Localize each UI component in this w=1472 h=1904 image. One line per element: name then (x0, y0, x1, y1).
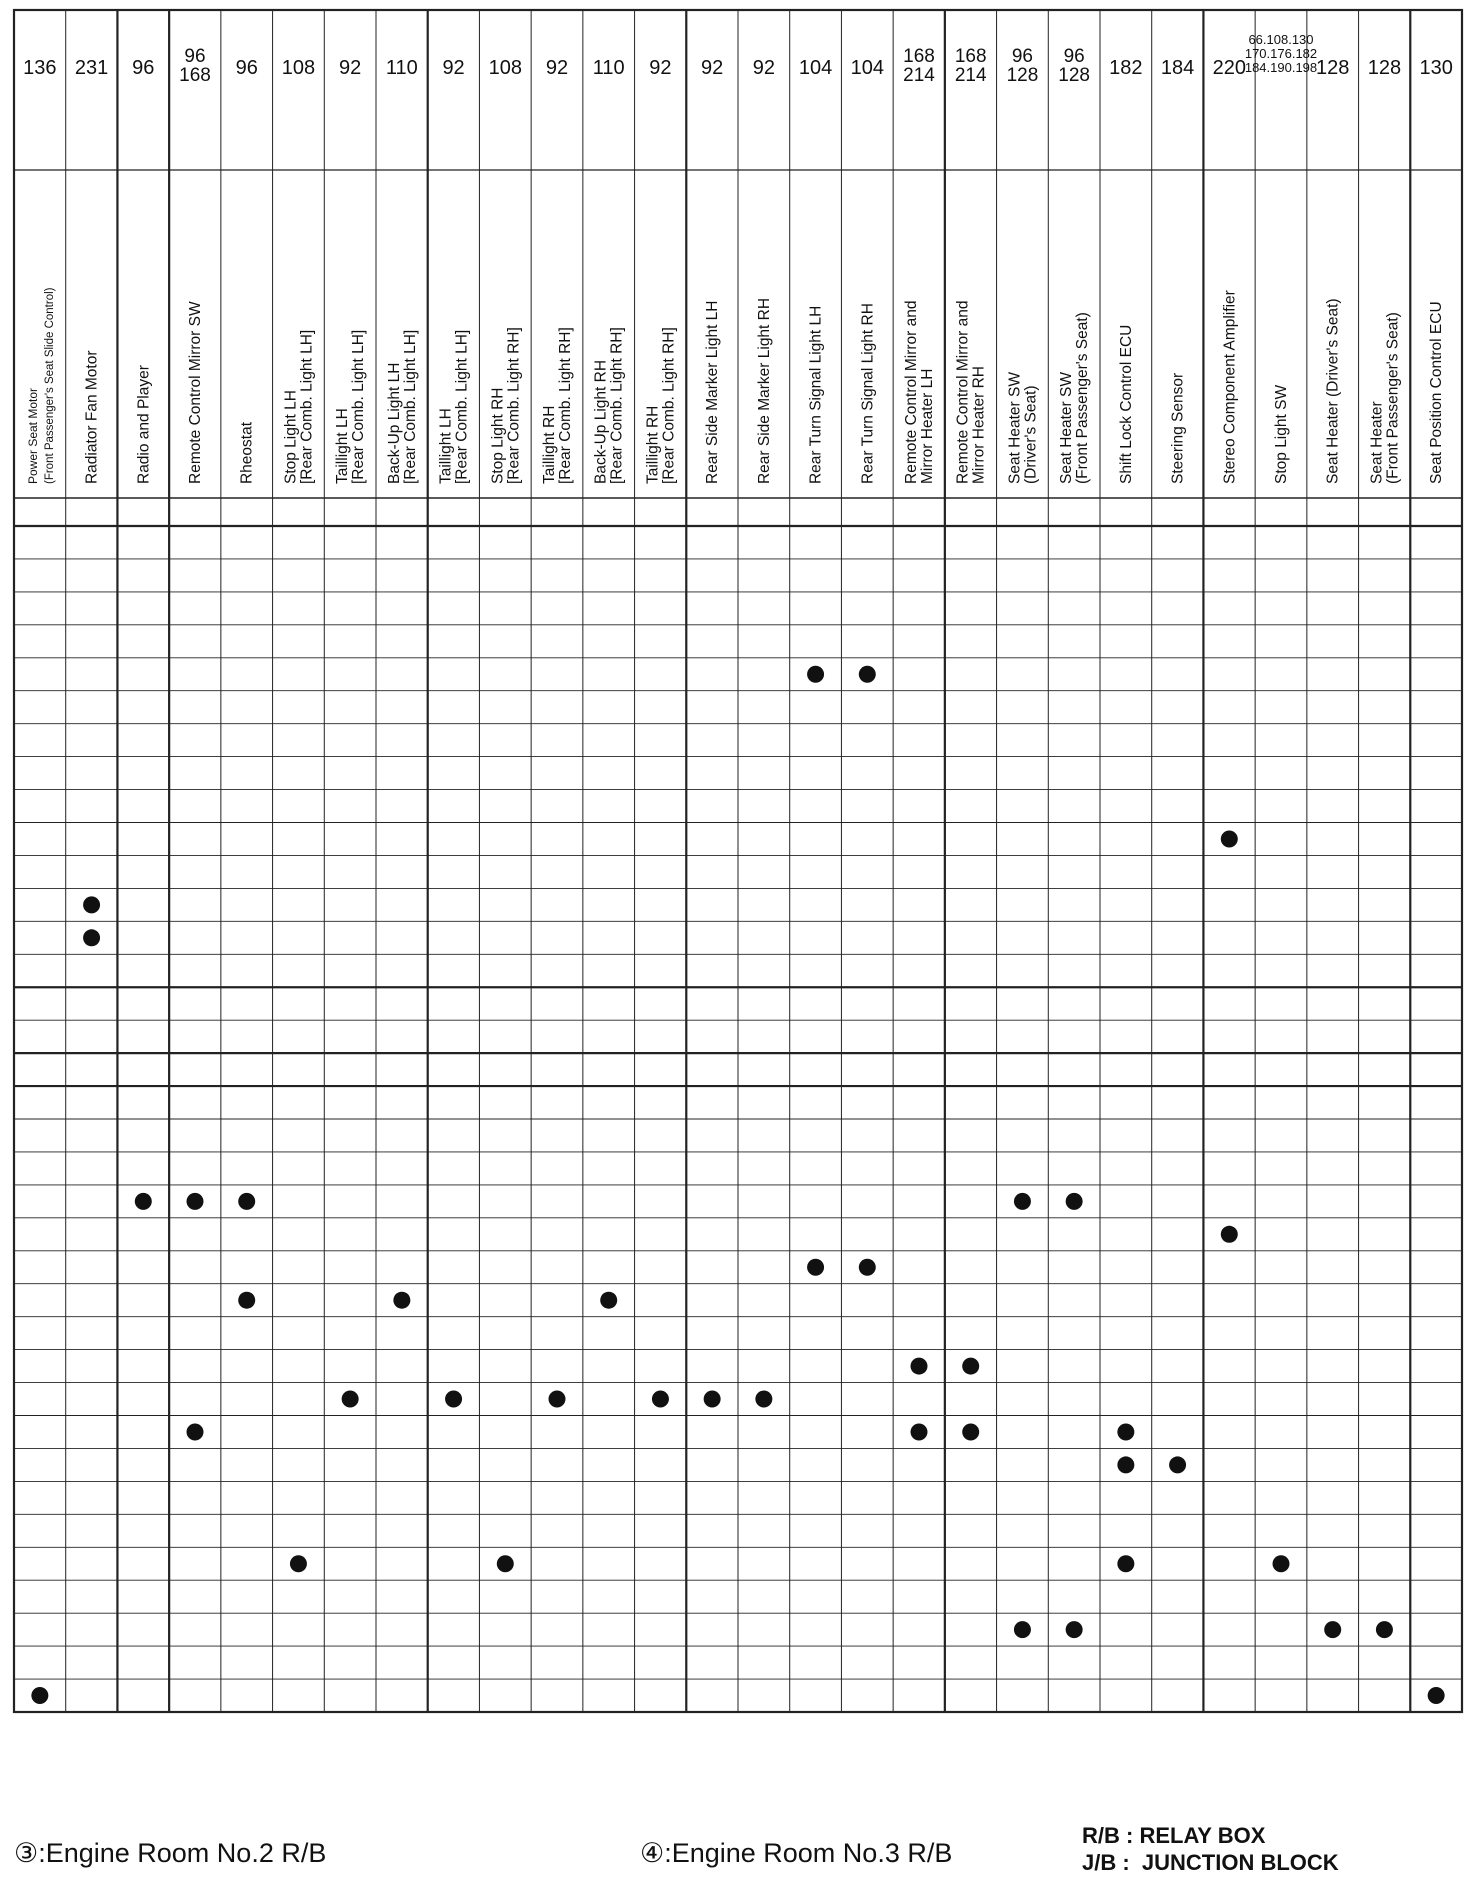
connection-dot (238, 1292, 255, 1309)
column-label: Remote Control Mirror SW (187, 301, 204, 484)
column-header (1058, 46, 1091, 484)
connection-dot (1117, 1555, 1134, 1572)
column-header (593, 57, 626, 484)
connection-dot (962, 1358, 979, 1375)
connection-dot (807, 1259, 824, 1276)
connection-dot (1376, 1621, 1393, 1638)
column-label: Remote Control Mirror and (954, 300, 972, 484)
connection-dot (1221, 1226, 1238, 1243)
column-header (1419, 57, 1452, 484)
page-number: 128 (1367, 57, 1402, 79)
column-label: [Rear Comb. Light RH] (557, 327, 574, 484)
connection-dot (497, 1555, 514, 1572)
page-number: 110 (385, 57, 418, 79)
page-number: 170.176.182 (1244, 46, 1318, 61)
page-number: 168 (954, 46, 987, 67)
column-label: Back-Up Light RH (592, 359, 610, 484)
page-number: 184 (1160, 57, 1195, 79)
page-number: 130 (1419, 57, 1453, 79)
column-label: Stereo Component Amplifier (1221, 290, 1239, 484)
column-header (1245, 32, 1317, 484)
column-label: Rear Turn Signal Light LH (807, 305, 825, 484)
connection-dot (600, 1292, 617, 1309)
column-label: Steering Sensor (1169, 372, 1187, 484)
connection-dot (290, 1555, 307, 1572)
column-label: Remote Control Mirror and (903, 300, 920, 484)
page-number: 182 (1109, 57, 1143, 79)
column-header (851, 57, 884, 484)
column-header (1006, 46, 1039, 484)
column-header (955, 46, 988, 484)
page-number: 92 (545, 57, 569, 79)
column-label: Taillight RH (541, 405, 558, 484)
page-number: 184.190.198 (1244, 60, 1318, 75)
column-header (644, 57, 677, 484)
connection-dot (1117, 1456, 1134, 1473)
column-label: [Rear Comb. Light LH] (350, 329, 368, 484)
footnote-engine-room-no3: ④:Engine Room No.3 R/B (640, 1838, 953, 1868)
abbr-junction-block: J/B : JUNCTION BLOCK (1082, 1850, 1339, 1875)
connection-dot (962, 1423, 979, 1440)
column-header (1368, 57, 1402, 484)
column-label: Seat Heater (Driver's Seat) (1324, 298, 1342, 484)
connection-dot (859, 1259, 876, 1276)
column-label: Radio and Player (135, 365, 153, 484)
column-label: [Rear Comb. Light LH] (401, 329, 419, 484)
page-number: 92 (701, 57, 724, 79)
column-label: Rear Side Marker Light LH (704, 300, 722, 484)
column-header (438, 57, 471, 484)
connection-dot (1324, 1621, 1341, 1638)
page-number: 168 (903, 46, 935, 67)
page-number: 96 (1063, 46, 1085, 67)
column-header (1316, 57, 1349, 484)
connection-dot (859, 666, 876, 683)
column-label: (Front Passenger's Seat Slide Control) (43, 287, 56, 484)
column-header (799, 57, 832, 484)
connection-dot (911, 1358, 928, 1375)
page-number: 214 (903, 65, 935, 86)
connection-dot (1273, 1555, 1290, 1572)
abbreviation-legend (1082, 1822, 1339, 1876)
column-header (75, 57, 108, 484)
column-label: Taillight RH (644, 405, 662, 484)
column-label: (Front Passenger's Seat) (1384, 312, 1402, 484)
column-label: [Rear Comb. Light LH] (453, 329, 471, 484)
column-label: Taillight LH (334, 408, 352, 484)
page-number: 96 (235, 57, 258, 79)
connection-dot (393, 1292, 410, 1309)
column-header (282, 57, 316, 484)
connection-dot (1221, 830, 1238, 847)
column-label: (Front Passenger's Seat) (1074, 312, 1092, 484)
column-label: Mirror Heater RH (970, 366, 988, 484)
page-number: 231 (74, 57, 109, 79)
page-number: 108 (281, 57, 316, 79)
page-number: 92 (339, 57, 362, 79)
column-label: Stop Light RH (489, 387, 507, 484)
page-number: 136 (23, 57, 57, 79)
column-label: Back-Up Light LH (385, 362, 403, 484)
column-header (236, 57, 258, 484)
abbr-relay-box: R/B : RELAY BOX (1082, 1823, 1266, 1848)
footnote-engine-room-no2: ③:Engine Room No.2 R/B (14, 1838, 327, 1868)
connection-dot (807, 666, 824, 683)
column-label: Stop Light SW (1273, 384, 1290, 484)
page-number: 128 (1316, 57, 1350, 79)
column-label: Mirror Heater LH (919, 368, 936, 484)
connection-dot (83, 896, 100, 913)
page-number: 92 (649, 57, 672, 79)
page-number: 92 (752, 57, 775, 79)
page-number: 108 (488, 57, 522, 79)
page-number: 128 (1058, 65, 1090, 86)
column-header (132, 57, 154, 484)
connection-dot (187, 1423, 204, 1440)
page-number: 128 (1006, 65, 1039, 86)
connection-dot (755, 1391, 772, 1408)
column-label: Taillight LH (437, 408, 455, 484)
column-label: Seat Position Control ECU (1428, 301, 1446, 484)
page-number: 104 (850, 57, 884, 79)
column-header (1161, 57, 1194, 484)
page-number: 96 (1011, 46, 1033, 67)
column-header (1213, 57, 1246, 484)
page-number: 214 (954, 65, 987, 86)
column-label: Rear Turn Signal Light RH (859, 303, 877, 484)
column-header (903, 46, 936, 484)
connection-dot (445, 1391, 462, 1408)
page-number: 96 (132, 57, 155, 79)
connection-dot (1014, 1621, 1031, 1638)
page-number: 96 (184, 46, 206, 67)
connection-dot (1014, 1193, 1031, 1210)
connection-dot (342, 1391, 359, 1408)
column-label: Stop Light LH (282, 390, 300, 484)
column-header (701, 57, 723, 484)
page-number: 104 (798, 57, 833, 79)
connection-dot (1169, 1456, 1186, 1473)
column-label: Radiator Fan Motor (83, 350, 101, 484)
column-label: Shift Lock Control ECU (1117, 324, 1135, 484)
column-label: Seat Heater SW (1006, 372, 1024, 484)
column-header (23, 57, 56, 484)
page-number: 220 (1212, 57, 1246, 79)
column-label: [Rear Comb. Light RH] (505, 327, 523, 484)
connection-dot (187, 1193, 204, 1210)
column-header (753, 57, 775, 484)
connection-dot (1117, 1423, 1134, 1440)
connection-dot (238, 1193, 255, 1210)
connection-dot (1066, 1621, 1083, 1638)
column-label: [Rear Comb. Light RH] (608, 327, 626, 484)
column-label: Seat Heater (1368, 401, 1386, 484)
connection-dot (549, 1391, 566, 1408)
page-number: 66.108.130 (1248, 32, 1314, 47)
connection-dot (135, 1193, 152, 1210)
connection-dot (704, 1391, 721, 1408)
page-number: 110 (592, 57, 625, 79)
column-header (541, 57, 574, 484)
column-label: Power Seat Motor (25, 387, 40, 484)
connection-dot (1428, 1687, 1445, 1704)
column-label: Rear Side Marker Light RH (755, 297, 773, 484)
page-number: 92 (442, 57, 465, 79)
connection-dot (31, 1687, 48, 1704)
column-label: Rheostat (238, 421, 256, 484)
column-label: (Driver's Seat) (1022, 385, 1040, 484)
column-header (489, 57, 523, 484)
column-label: Seat Heater SW (1058, 372, 1076, 484)
column-header (179, 46, 211, 484)
column-header (1109, 57, 1142, 484)
column-header (386, 57, 419, 484)
connection-dot (652, 1391, 669, 1408)
page-number: 168 (179, 65, 211, 86)
column-label: [Rear Comb. Light LH] (298, 329, 316, 484)
column-header (334, 57, 367, 484)
column-label: [Rear Comb. Light RH] (660, 327, 678, 484)
connection-dot (911, 1423, 928, 1440)
connection-dot (1066, 1193, 1083, 1210)
connection-dot (83, 929, 100, 946)
